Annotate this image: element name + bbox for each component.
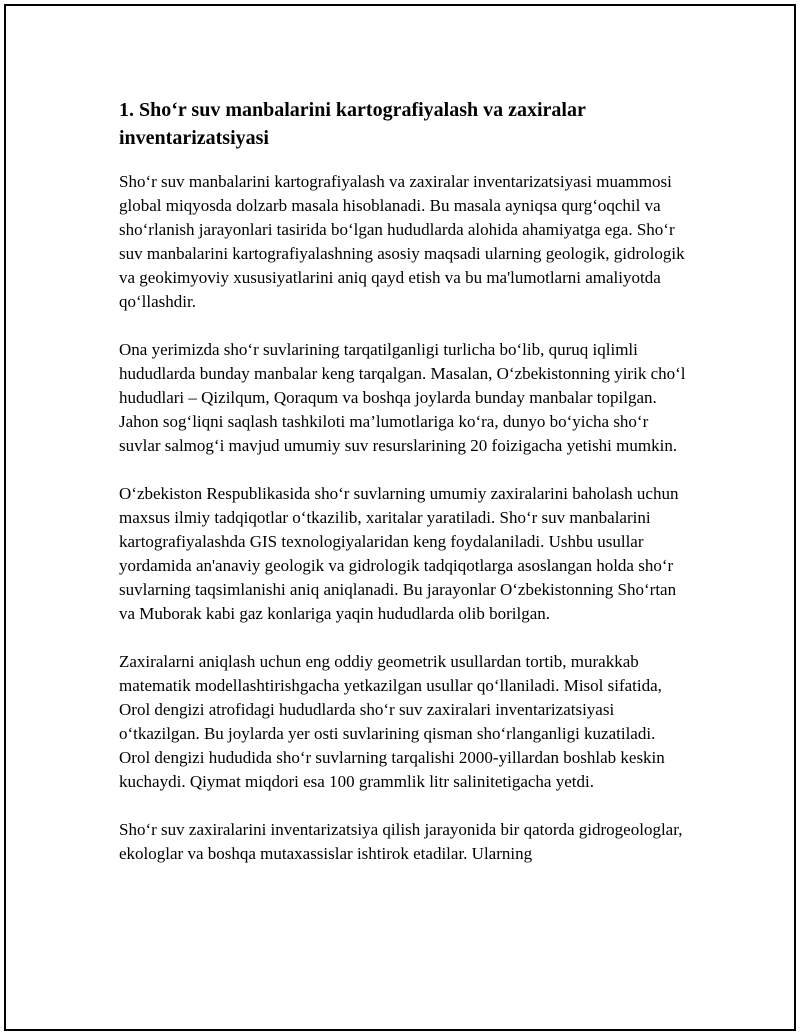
paragraph-5: Sho‘r suv zaxiralarini inventarizatsiya qilish jarayonida bir qatorda gidrogeologlar, ekologlar va boshqa mutaxassislar ishtirok etadilar. Ularning	[119, 820, 683, 863]
paragraph-4: Zaxiralarni aniqlash uchun eng oddiy geometrik usullardan tortib, murakkab matematik modellashtirishgacha yetkazilgan usullar qo‘llaniladi. Misol sifatida, Orol dengizi atrofidagi hududlarda sho‘r suv zaxiralari inventarizatsiyasi o‘tkazilgan. Bu joylarda yer osti suvlarining qisman sho‘rlanganligi kuzatiladi. Orol dengizi hududida sho‘r suvlarning tarqalishi 2000-yillardan boshlab keskin kuchaydi. Qiymat miqdori esa 100 grammlik litr salinitetigacha yetdi.	[119, 652, 665, 791]
section-heading: 1. Sho‘r suv manbalarini kartografiyalash va zaxiralar inventarizatsiyasi	[119, 99, 586, 149]
paragraph-2: Ona yerimizda sho‘r suvlarining tarqatilganligi turlicha bo‘lib, quruq iqlimli hududlarda bunday manbalar keng tarqalgan. Masalan, O‘zbekistonning yirik cho‘l hududlari – Qizilqum, Qoraqum va boshqa joylarda bunday manbalar topilgan. Jahon sog‘liqni saqlash tashkiloti ma’lumotlariga ko‘ra, dunyo bo‘yicha sho‘r suvlar salmog‘i mavjud umumiy suv resurslarining 20 foizigacha yetishi mumkin.	[119, 340, 686, 455]
document-page	[4, 4, 796, 1031]
document-body	[119, 96, 689, 890]
paragraph-1: Sho‘r suv manbalarini kartografiyalash va zaxiralar inventarizatsiyasi muammosi global miqyosda dolzarb masala hisoblanadi. Bu masala ayniqsa qurg‘oqchil va sho‘rlanish jarayonlari tasirida bo‘lgan hududlarda alohida ahamiyatga ega. Sho‘r suv manbalarini kartografiyalashning asosiy maqsadi ularning geologik, gidrologik va geokimyoviy xususiyatlarini aniq qayd etish va bu ma'lumotlarni amaliyotda qo‘llashdir.	[119, 172, 685, 311]
paragraph-3: O‘zbekiston Respublikasida sho‘r suvlarning umumiy zaxiralarini baholash uchun maxsus ilmiy tadqiqotlar o‘tkazilib, xaritalar yaratiladi. Sho‘r suv manbalarini kartografiyalashda GIS texnologiyalaridan keng foydalaniladi. Ushbu usullar yordamida an'anaviy geologik va gidrologik tadqiqotlarga asoslangan holda sho‘r suvlarning taqsimlanishi aniq aniqlanadi. Bu jarayonlar O‘zbekistonning Sho‘rtan va Muborak kabi gaz konlariga yaqin hududlarda olib borilgan.	[119, 484, 679, 623]
